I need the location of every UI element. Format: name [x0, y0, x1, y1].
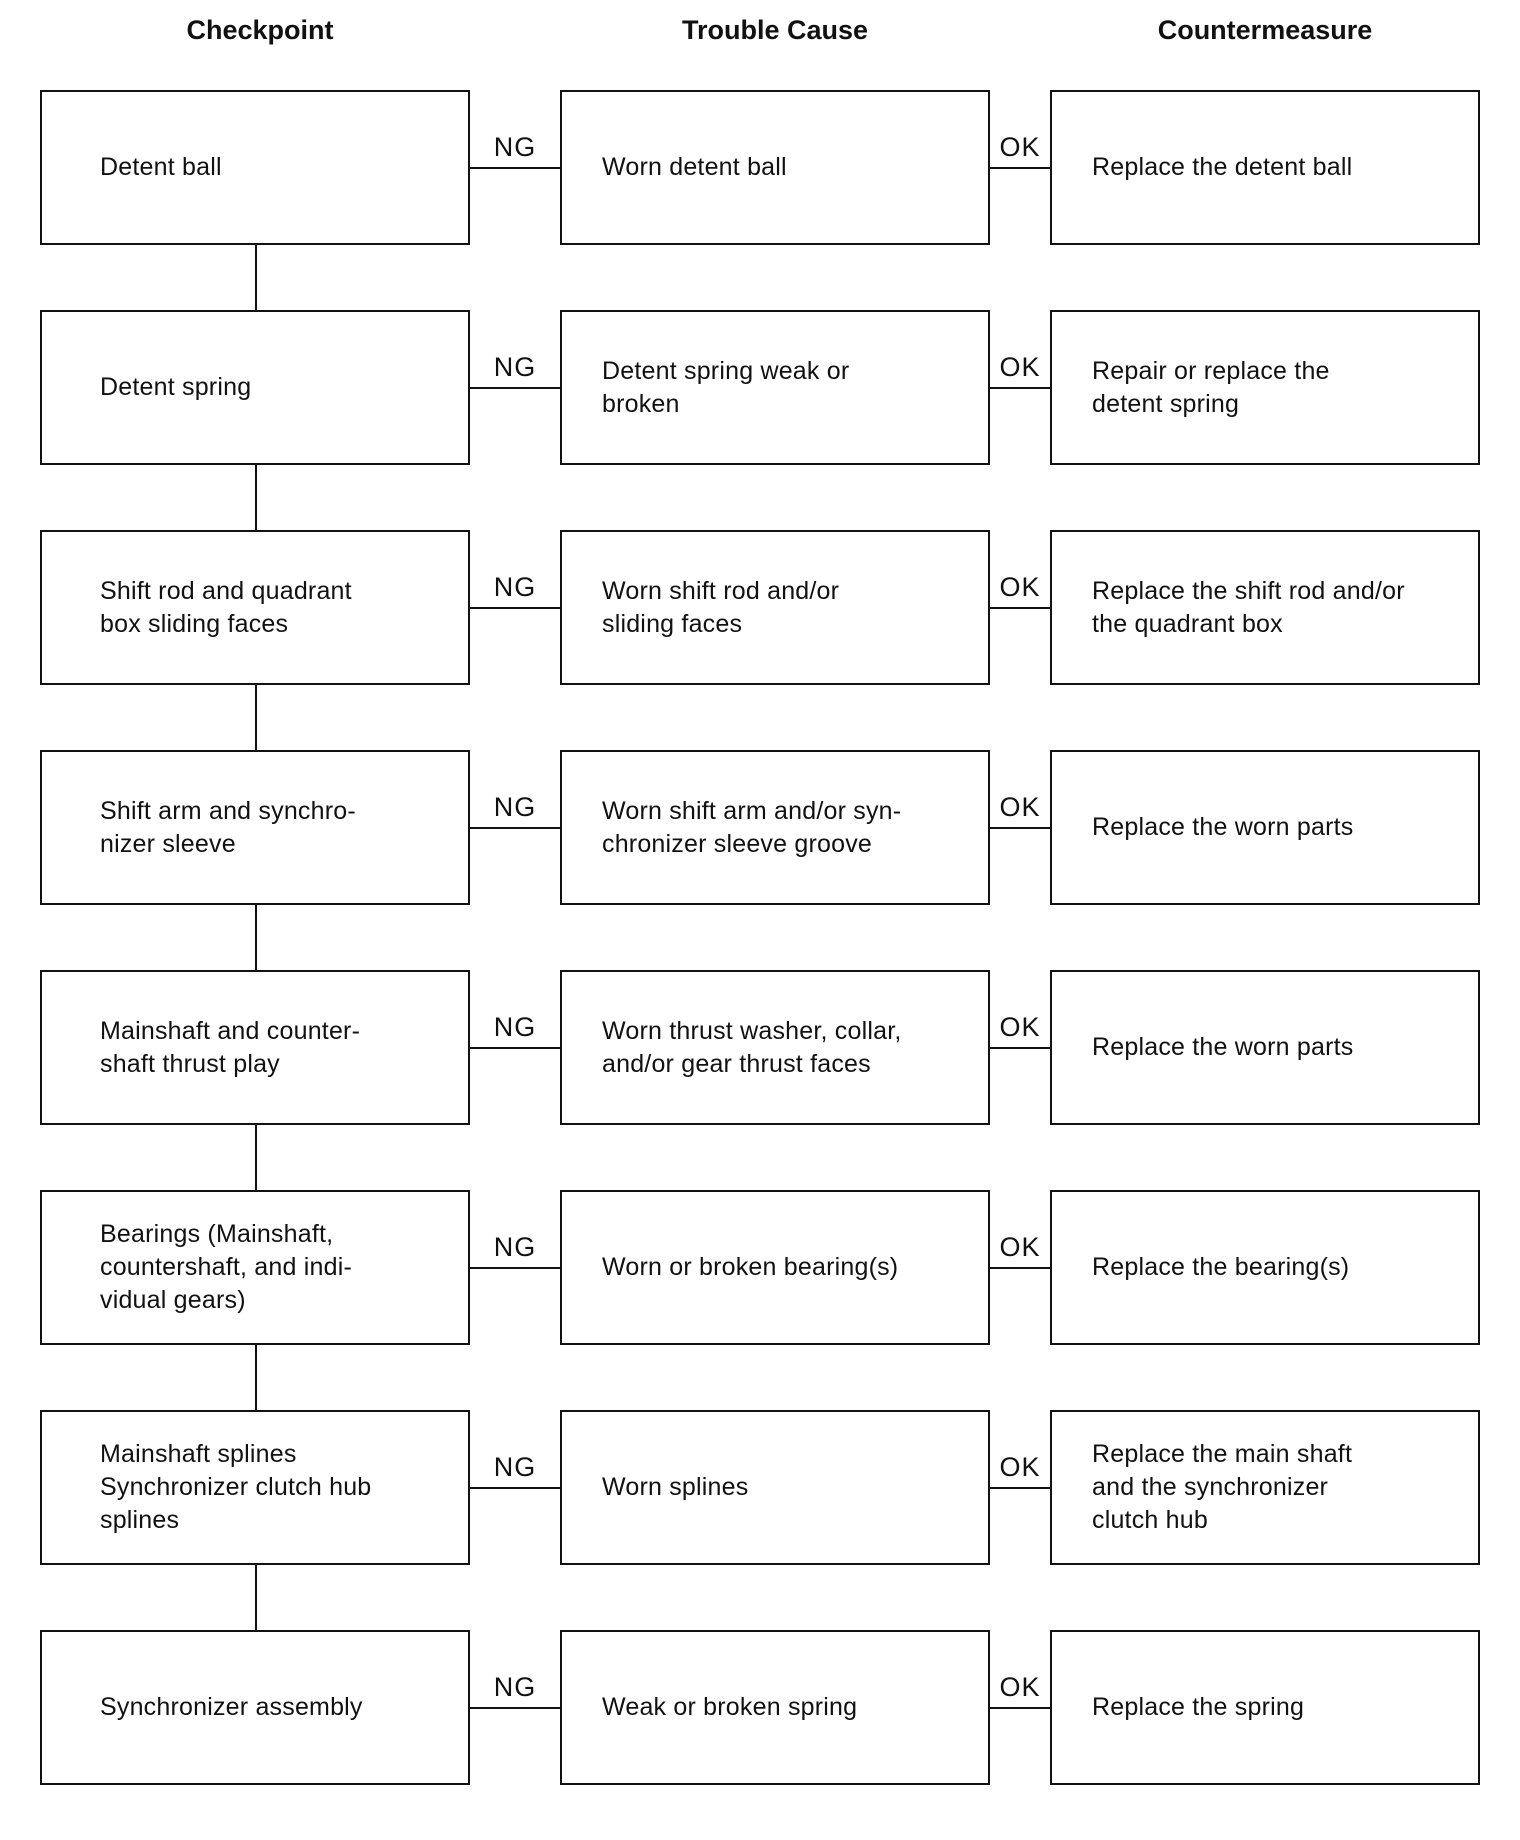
checkpoint-text: Shift arm and synchro- nizer sleeve: [100, 796, 356, 858]
measure-box: [1050, 90, 1480, 245]
measure-text: Replace the worn parts: [1092, 1033, 1354, 1061]
cause-text: Detent spring weak or broken: [602, 356, 850, 418]
cause-text: Weak or broken spring: [602, 1693, 858, 1721]
ng-connector: [470, 607, 560, 609]
checkpoint-box: [40, 1410, 470, 1565]
checkpoint-text: Bearings (Mainshaft, countershaft, and indi- vidual gears): [100, 1220, 352, 1314]
ok-connector: [990, 1707, 1050, 1709]
ng-label: NG: [493, 791, 537, 822]
checkpoint-link: [255, 465, 257, 530]
cause-text: Worn detent ball: [602, 153, 787, 181]
checkpoint-text: Mainshaft and counter- shaft thrust play: [100, 1016, 361, 1078]
measure-text: Replace the worn parts: [1092, 813, 1354, 841]
ok-connector: [990, 167, 1050, 169]
ng-label: NG: [493, 571, 537, 602]
checkpoint-box: [40, 750, 470, 905]
measure-text: Replace the detent ball: [1092, 153, 1353, 181]
ok-label: OK: [999, 131, 1041, 162]
ng-connector: [470, 1707, 560, 1709]
checkpoint-link: [255, 245, 257, 310]
checkpoint-text: Mainshaft splines Synchronizer clutch hub splines: [100, 1440, 372, 1534]
checkpoint-link: [255, 1125, 257, 1190]
cause-box: [560, 530, 990, 685]
checkpoint-text: Synchronizer assembly: [100, 1693, 363, 1721]
checkpoint-link: [255, 1345, 257, 1410]
cause-box: [560, 1410, 990, 1565]
measure-box: [1050, 1410, 1480, 1565]
cause-text: Worn splines: [602, 1473, 749, 1501]
checkpoint-box: [40, 310, 470, 465]
ng-connector: [470, 1267, 560, 1269]
cause-box: [560, 1630, 990, 1785]
ng-label: NG: [493, 131, 537, 162]
ok-label: OK: [999, 1231, 1041, 1262]
ng-label: NG: [493, 1451, 537, 1482]
cause-box: [560, 750, 990, 905]
measure-text: Replace the spring: [1092, 1693, 1305, 1721]
ng-label: NG: [493, 1671, 537, 1702]
ng-connector: [470, 1487, 560, 1489]
cause-text: Worn thrust washer, collar, and/or gear thrust faces: [602, 1016, 902, 1078]
checkpoint-box: [40, 970, 470, 1125]
header-checkpoint: Checkpoint: [186, 15, 334, 45]
ok-label: OK: [999, 351, 1041, 382]
ok-label: OK: [999, 571, 1041, 602]
ng-connector: [470, 1047, 560, 1049]
header-trouble-cause: Trouble Cause: [681, 15, 869, 45]
measure-box: [1050, 970, 1480, 1125]
ok-connector: [990, 387, 1050, 389]
ok-connector: [990, 1267, 1050, 1269]
ok-connector: [990, 1047, 1050, 1049]
checkpoint-box: [40, 1190, 470, 1345]
cause-box: [560, 1190, 990, 1345]
cause-text: Worn shift arm and/or syn- chronizer sleeve groove: [602, 796, 902, 858]
measure-text: Replace the main shaft and the synchronizer clutch hub: [1092, 1440, 1353, 1534]
measure-text: Replace the shift rod and/or the quadrant box: [1092, 576, 1405, 638]
checkpoint-box: [40, 90, 470, 245]
ok-label: OK: [999, 1011, 1041, 1042]
ng-label: NG: [493, 1011, 537, 1042]
checkpoint-link: [255, 905, 257, 970]
measure-box: [1050, 310, 1480, 465]
ng-label: NG: [493, 1231, 537, 1262]
measure-box: [1050, 530, 1480, 685]
ok-label: OK: [999, 1671, 1041, 1702]
header-countermeasure: Countermeasure: [1157, 15, 1373, 45]
ok-label: OK: [999, 1451, 1041, 1482]
checkpoint-link: [255, 685, 257, 750]
cause-text: Worn or broken bearing(s): [602, 1253, 899, 1281]
checkpoint-box: [40, 1630, 470, 1785]
ok-connector: [990, 827, 1050, 829]
ng-connector: [470, 167, 560, 169]
ng-connector: [470, 387, 560, 389]
ok-connector: [990, 1487, 1050, 1489]
cause-box: [560, 970, 990, 1125]
measure-text: Repair or replace the detent spring: [1092, 356, 1330, 418]
ng-label: NG: [493, 351, 537, 382]
cause-box: [560, 90, 990, 245]
cause-box: [560, 310, 990, 465]
measure-box: [1050, 1630, 1480, 1785]
checkpoint-text: Detent spring: [100, 373, 252, 401]
measure-box: [1050, 750, 1480, 905]
ok-connector: [990, 607, 1050, 609]
checkpoint-text: Shift rod and quadrant box sliding faces: [100, 576, 352, 638]
ng-connector: [470, 827, 560, 829]
measure-box: [1050, 1190, 1480, 1345]
checkpoint-box: [40, 530, 470, 685]
cause-text: Worn shift rod and/or sliding faces: [602, 576, 840, 638]
measure-text: Replace the bearing(s): [1092, 1253, 1350, 1281]
checkpoint-text: Detent ball: [100, 153, 222, 181]
checkpoint-link: [255, 1565, 257, 1630]
ok-label: OK: [999, 791, 1041, 822]
